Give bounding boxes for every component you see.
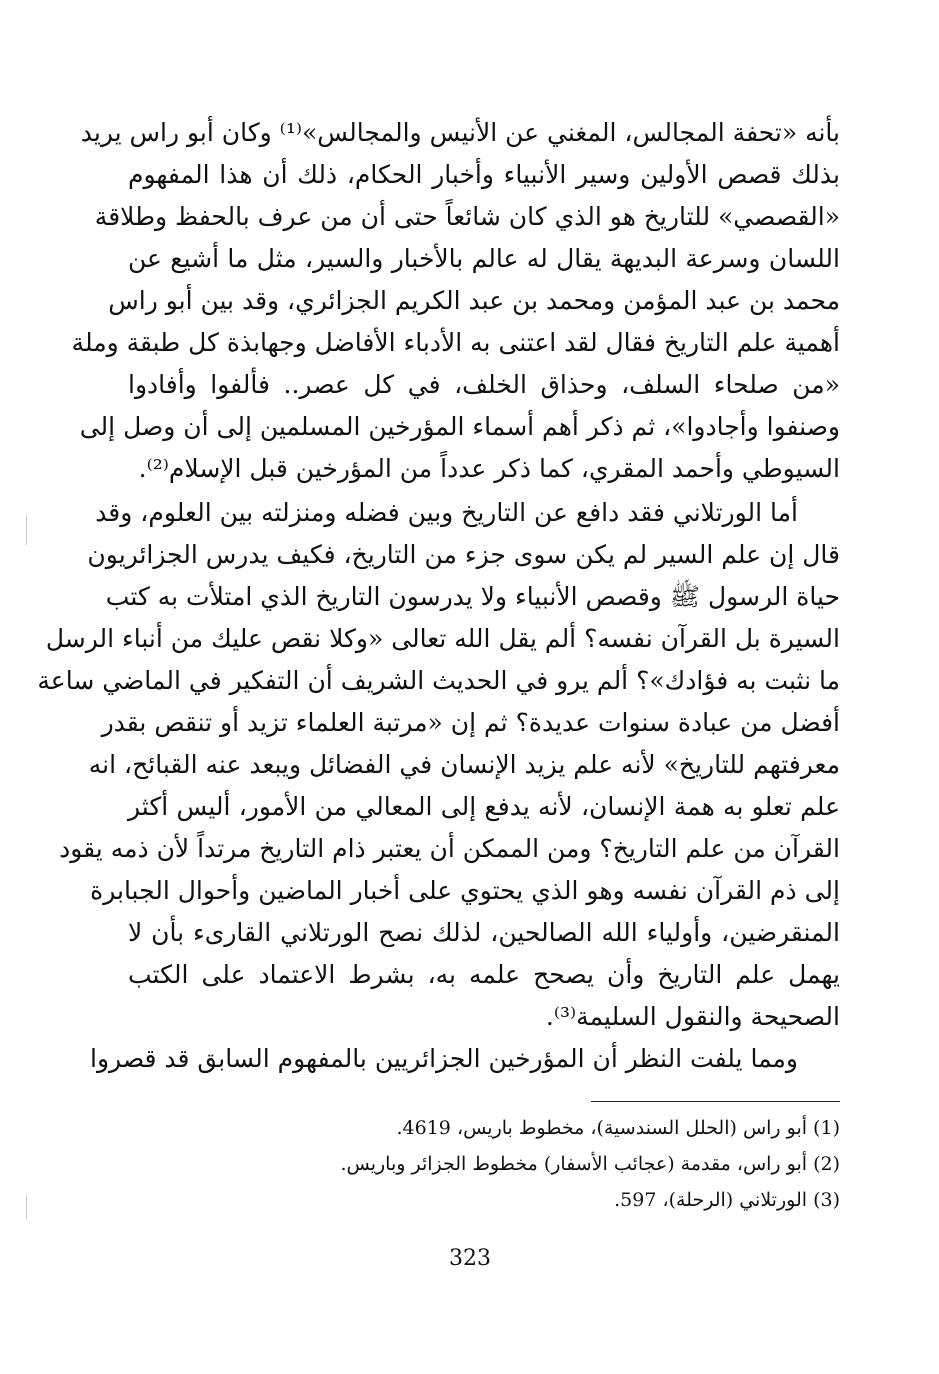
- text-line: ومما يلفت النظر أن المؤرخين الجزائريين بالمفهوم السابق قد قصروا: [90, 1044, 798, 1073]
- footnote-3: (3) الورتلاني (الرحلة)، 597.: [614, 1189, 840, 1211]
- text-line: علم تعلو به همة الإنسان، لأنه يدفع إلى المعالي من الأمور، أليس أكثر: [128, 792, 840, 821]
- text-line: اللسان وسرعة البديهة يقال له عالم بالأخبار والسير، مثل ما أشيع عن: [128, 244, 840, 273]
- text-line: إلى ذم القرآن نفسه وهو الذي يحتوي على أخبار الماضين وأحوال الجبابرة: [90, 876, 840, 905]
- text-line: الصحيحة والنقول السليمة⁽³⁾.: [545, 1002, 840, 1031]
- text-line: بأنه «تحفة المجالس، المغني عن الأنيس والمجالس»⁽¹⁾ وكان أبو راس يريد: [80, 118, 840, 147]
- footnotes: [300, 1110, 840, 1218]
- footnote-2: (2) أبو راس، مقدمة (عجائب الأسفار) مخطوط الجزائر وباريس.: [340, 1153, 840, 1175]
- text-line: محمد بن عبد المؤمن ومحمد بن عبد الكريم الجزائري، وقد بين أبو راس: [108, 286, 840, 315]
- text-line: السيوطي وأحمد المقري، كما ذكر عدداً من المؤرخين قبل الإسلام⁽²⁾.: [138, 454, 840, 483]
- text-line: أما الورتلاني فقد دافع عن التاريخ وبين فضله ومنزلته بين العلوم، وقد: [95, 498, 798, 527]
- scan-margin-mark: [26, 1195, 27, 1219]
- text-line: السيرة بل القرآن نفسه؟ ألم يقل الله تعالى «وكلا نقص عليك من أنباء الرسل: [45, 624, 840, 653]
- text-line: أفضل من عبادة سنوات عديدة؟ ثم إن «مرتبة العلماء تزيد أو تنقص بقدر: [101, 708, 840, 737]
- text-line: أهمية علم التاريخ فقال لقد اعتنى به الأدباء الأفاضل وجهابذة كل طبقة وملة: [71, 328, 840, 357]
- page-number: 323: [449, 1246, 491, 1271]
- paragraph-2: [37, 492, 840, 1038]
- text-line: وصنفوا وأجادوا»، ثم ذكر أهم أسماء المؤرخين المسلمين إلى أن وصل إلى: [79, 412, 840, 441]
- text-line: «القصصي» للتاريخ هو الذي كان شائعاً حتى أن من عرف بالحفظ وطلاقة: [94, 202, 840, 231]
- scan-margin-mark: [26, 515, 27, 545]
- text-line: معرفتهم للتاريخ» لأنه علم يزيد الإنسان في الفضائل ويبعد عنه القبائح، انه: [88, 750, 840, 779]
- text-line: حياة الرسول ﷺ وقصص الأنبياء ولا يدرسون التاريخ الذي امتلأت به كتب: [105, 582, 840, 611]
- footnote-separator: [591, 1101, 840, 1102]
- text-line: القرآن من علم التاريخ؟ ومن الممكن أن يعتبر ذام التاريخ مرتداً لأن ذمه يقود: [59, 834, 840, 863]
- text-line: ما نثبت به فؤادك»؟ ألم يرو في الحديث الشريف أن التفكير في الماضي ساعة: [37, 666, 840, 695]
- text-line: قال إن علم السير لم يكن سوى جزء من التاريخ، فكيف يدرس الجزائريون: [87, 540, 840, 569]
- text-line: يهمل علم التاريخ وأن يصحح علمه به، بشرط الاعتماد على الكتب: [128, 960, 840, 989]
- text-line: المنقرضين، وأولياء الله الصالحين، لذلك نصح الورتلاني القارىء بأن لا: [128, 918, 840, 947]
- paragraph-1: [71, 112, 840, 490]
- text-line: بذلك قصص الأولين وسير الأنبياء وأخبار الحكام، ذلك أن هذا المفهوم: [128, 160, 840, 189]
- text-line: «من صلحاء السلف، وحذاق الخلف، في كل عصر.. فألفوا وأفادوا: [128, 370, 840, 399]
- footnote-1: (1) أبو راس (الحلل السندسية)، مخطوط باريس، 4619.: [396, 1117, 840, 1139]
- paragraph-3: [90, 1038, 840, 1080]
